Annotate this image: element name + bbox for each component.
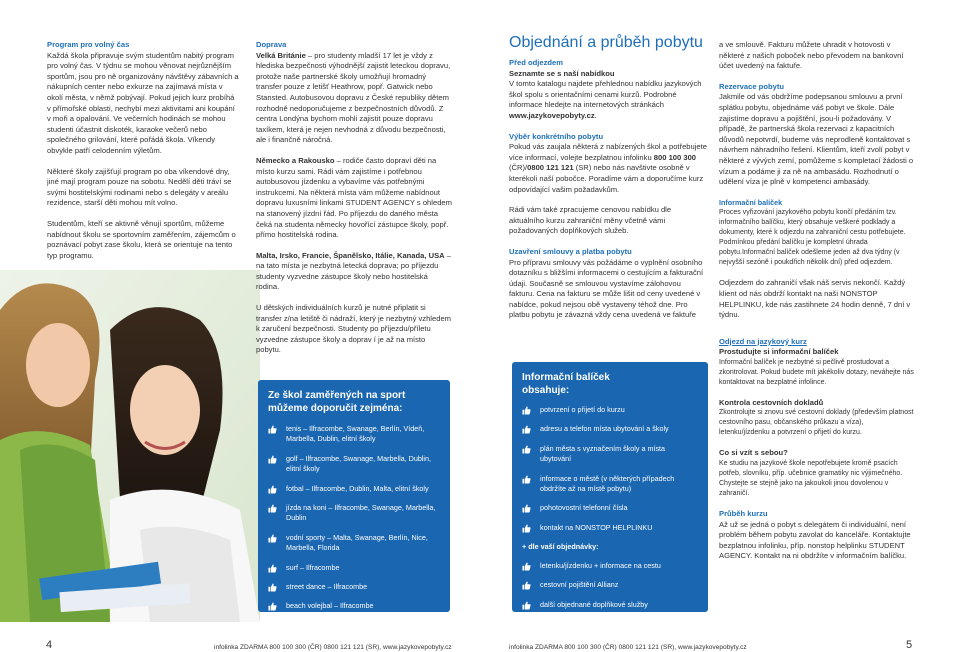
thumbs-up-icon: [522, 581, 531, 590]
selection-text-3: (SR) nebo nás navštivte osobně v kterékoli naší pobočce. Poradíme vám a doporučíme kurz odpovídající vašim požadavkům.: [509, 163, 704, 194]
transport-flight: [256, 251, 452, 293]
course-text: Až už se jedná o pobyt s delegátem či individuální, není problém během pobytu zavolat do kanceláře. Kontaktujte bezplatnou infolinku, příp. nonstop helplinku STUDENT AGENCY. Kontakt na ni obdržíte v informačním balíčku.: [719, 519, 911, 561]
documents-text: Zkontrolujte si znovu své cestovní doklady (především platnost cestovního pasu, občanského průkazu a víza), letenku/jízdenku a potvrzení o přijetí do kurzu.: [719, 409, 914, 437]
info-box-subheading: + dle vaší objednávky:: [522, 542, 599, 552]
info-list-item: [522, 444, 698, 465]
course-heading: Průběh kurzu: [719, 509, 768, 519]
leisure-para-3: Studentům, kteří se aktivně věnují sportům, můžeme nabídnout školu se sportovním zaměřením, zájemcům o poznávací pobyt zase školu, která se orientuje na tento typ programu.: [47, 218, 236, 260]
sport-list-item: [268, 582, 440, 592]
footer-left: infolinka ZDARMA 800 100 300 (ČR) 0800 121 121 (SR), www.jazykovepobyty.cz: [214, 644, 452, 651]
hotline-sk: 0800 121 121: [527, 163, 574, 173]
study-package-heading: Prostudujte si informační balíček: [719, 347, 839, 357]
leisure-column: [47, 40, 240, 271]
info-list-2-item: [522, 561, 698, 571]
offer-text-end: .: [594, 110, 597, 120]
before-departure-heading: Před odjezdem: [509, 58, 564, 67]
sport-box-title: Ze škol zaměřených na sport můžeme doporučit zejména:: [268, 390, 406, 414]
offer-text: [509, 79, 707, 121]
thumbs-up-icon: [522, 406, 531, 415]
thumbs-up-icon: [268, 583, 277, 592]
thumbs-up-icon: [268, 564, 277, 573]
info-list-item: [522, 523, 698, 533]
sport-list-item: [268, 454, 440, 475]
info-box-title: Informační balíček obsahuje:: [522, 372, 610, 396]
study-package-text: Informační balíček je nezbytné si pečlivě prostudovat a zkontrolovat. Pokud budete mít jakékoliv dotazy, neváhejte nás kontaktovat na bezplatné infolince.: [719, 358, 914, 386]
reservation-column: [719, 40, 915, 572]
departure-service-text: Odjezdem do zahraničí však náš servis nekončí. Každý klient od nás obdrží kontakt na naši NONSTOP HELPLINKU, kde nás zastihnete 24 hodin denně, 7 dní v týdnu.: [719, 278, 911, 320]
offer-heading: Seznamte se s naší nabídkou: [509, 68, 615, 78]
reservation-heading: Rezervace pobytu: [719, 81, 784, 91]
order-column: [509, 34, 707, 331]
transport-flight-text: – na tato místa je nezbytná letecká doprava; po příjezdu studenty vyzvedne zástupce školy nebo hostitelská rodina.: [256, 250, 451, 292]
transport-heading: Doprava: [256, 40, 287, 49]
selection-heading: Výběr konkrétního pobytu: [509, 131, 604, 141]
thumbs-up-icon: [522, 504, 531, 513]
selection-text-2: (ČR)/: [509, 163, 528, 173]
sport-list-item: [268, 601, 440, 611]
transport-flight-label: Malta, Irsko, Francie, Španělsko, Itálie, Kanada, USA: [256, 250, 445, 260]
sport-list-item: [268, 484, 440, 494]
sport-list-item-text: beach volejbal – Ilfracombe: [286, 601, 374, 611]
info-list-item: [522, 405, 698, 415]
transport-column: [256, 40, 452, 366]
documents-heading: Kontrola cestovních dokladů: [719, 397, 824, 407]
leisure-heading: Program pro volný čas: [47, 40, 130, 49]
sport-list-item-text: golf – Ilfracombe, Swanage, Marbella, Dublin, elitní školy: [286, 453, 432, 474]
info-list: [522, 405, 698, 533]
thumbs-up-icon: [268, 504, 277, 513]
info-list-item: [522, 474, 698, 495]
sport-list-item-text: fotbal – Ilfracombe, Dublin, Malta, elitní školy: [286, 483, 429, 493]
info-list-2-item: [522, 600, 698, 610]
sport-list: [268, 424, 440, 612]
sport-list-item-text: jízda na koni – Ilfracombe, Swanage, Marbella, Dublin: [286, 503, 436, 523]
thumbs-up-icon: [522, 445, 531, 454]
leisure-para-2: Některé školy zajišťují program po oba víkendové dny, jiné mají program pouze na sobotu. Nedělí děti tráví se svými hostitelskými rodinami nebo s delegáty v areálu rezidence, starší děti mohou mít volno.: [47, 166, 232, 208]
sport-list-item-text: street dance – Ilfracombe: [286, 582, 368, 592]
sport-list-item: [268, 503, 440, 524]
sport-list-item-text: vodní sporty – Malta, Swanage, Berlín, Nice, Marbella, Florida: [286, 532, 428, 553]
info-list-2: [522, 561, 698, 610]
sport-list-item-text: tenis – Ilfracombe, Swanage, Berlín, Vídeň, Marbella, Dublin, elitní školy: [286, 424, 425, 444]
sport-schools-box: [258, 380, 450, 612]
packing-text: Ke studiu na jazykové škole nepotřebujete kromě psacích potřeb, slovníku, příp. učebnice gramatiky nic výjimečného. Chystejte se stejně jako na jakoukoli jinou dovolenou v zahraničí.: [719, 460, 903, 498]
contract-text: Pro přípravu smlouvy vás požádáme o vyplnění osobního dotazníku s bližšími informacemi o cestujícím a fakturační údaji. Současně se smlouvou vystavíme zálohovou fakturu. Cena na fakturu se může lišit od ceny uvedené v nabídce, pokud nejsou obě vystaveny téhož dne. Pro platbu pobytu je závazná vždy cena uvedená ve faktuře: [509, 257, 704, 320]
sport-list-item: [268, 563, 440, 573]
thumbs-up-icon: [522, 475, 531, 484]
thumbs-up-icon: [268, 485, 277, 494]
departure-heading: Odjezd na jazykový kurz: [719, 336, 807, 346]
thumbs-up-icon: [522, 562, 531, 571]
offer-text-body: V tomto katalogu najdete přehlednou nabídku jazykových škol spolu s orientačními cenami kurzů. Podrobné informace hledejte na internetových stránkách: [509, 79, 702, 110]
selection-text: [509, 142, 707, 195]
info-list-item-text: plán města s vyznačením školy a místa ubytování: [540, 443, 666, 464]
packing-heading: Co si vzít s sebou?: [719, 448, 788, 458]
transport-uk-text: – pro studenty mladší 17 let je vždy z hlediska bezpečnosti výhodnější zajistit leteckou dopravu, protože naše partnerské školy umožňují hromadný transfer pouze z letišť Heathrow, popř. Gatwick nebo Stansted. Autobusovou dopravu z České republiky dětem rozhodně nedoporučujeme z bezpečnostních důvodů. Z centra Londýna bychom mohli zajistit pouze dopravu taxíkem, která je nejen nevhodná z důvodu bezpečnosti, ale i finančně náročná.: [256, 50, 451, 145]
reservation-text: Jakmile od vás obdržíme podepsanou smlouvu a první splátku pobytu, objednáme váš pobyt ve škole. Dále zajistíme dopravu a pojištění, jsou-li požadovány. V případě, že partnerská škola rezervaci z kapacitních důvodů nepotvrdí, budeme vás neprodleně kontaktovat s návrhem náhradního řešení. Klientům, kteří zvolí pobyt v některé z vývých zemí, pomůžeme s kompletací žádosti o vízum a podáme ji za ně na ambasádu. Rozhodnutí o udělení víza je plně v kompetenci ambasády.: [719, 92, 914, 187]
info-list-item: [522, 503, 698, 513]
page-number-left: 4: [46, 639, 53, 651]
sport-list-item: [268, 533, 440, 554]
hotline-cz: 800 100 300: [653, 152, 697, 162]
thumbs-up-icon: [522, 524, 531, 533]
website-link[interactable]: www.jazykovepobyty.cz: [509, 110, 595, 120]
info-list-2-item-text: další objednané doplňkové služby: [540, 599, 648, 609]
info-package-text: Proces vyřizování jazykového pobytu končí předáním tzv. informačního balíčku, který obsahuje veškeré podklady a dokumenty, které k odjezdu na zahraniční cestu potřebujete. Podmínkou předání balíčku je kompletní úhrada pobytu.Informační balíček odešleme jeden až dva týdny (v nejvyšší sezóně i poukdřich několik dní) před odjezdem.: [719, 209, 906, 267]
transport-de-at-label: Německo a Rakousko: [256, 155, 335, 165]
info-list-item-text: kontakt na NONSTOP HELPLINKU: [540, 522, 653, 532]
info-list-item-text: potvrzení o přijetí do kurzu: [540, 405, 625, 414]
invoice-text: a ve smlouvě. Fakturu můžete uhradit v hotovosti v některé z našich poboček nebo převodem na bankovní účet uvedený na faktuře.: [719, 40, 904, 71]
transport-de-at-text: – rodiče často dopraví děti na místo kurzu sami. Rádi vám zajistíme i potřebnou autobusovou jízdenku a vybavíme vás potřebnými instrukcemi. Na některá místa vám můžeme nabídnout dopravu luxusními linkami STUDENT AGENCY s ohledem na stanovený jízdní řád. Po příjezdu do daného města čeká na studenta německy hovořící zástupce školy, popř. přímo hostitelská rodina.: [256, 155, 452, 240]
info-list-item-text: pohotovostní telefonní čísla: [540, 503, 628, 513]
footer-right: infolinka ZDARMA 800 100 300 (ČR) 0800 121 121 (SR), www.jazykovepobyty.cz: [509, 644, 747, 651]
info-list-2-item: [522, 580, 698, 590]
quote-text: Rádi vám také zpracujeme cenovou nabídku dle aktuálního kurzu zahraniční měny včetně vámi požadovaných doplňkových služeb.: [509, 205, 672, 236]
page-title: Objednání a průběh pobytu: [509, 34, 703, 51]
sport-list-item: [268, 424, 440, 445]
info-package-box: [512, 362, 708, 612]
contract-heading: Uzavření smlouvy a platba pobytu: [509, 246, 632, 256]
info-list-2-item-text: letenku/jízdenku + informace na cestu: [540, 560, 661, 570]
leisure-para-1: Každá škola připravuje svým studentům nabitý program pro volný čas. V týdnu se mohou věnovat nejrůznějším sportům, jsou pro ně organizovány návštěvy zábavních a nákupních center nebo exkurze na zajímavá místa v okolí města, v němž pobývají. Pokud jejich kurz probíhá v přímořské oblasti, nechybí mezi aktivitami ani koupání v moři a opalování. Ve večerních hodinách se mohou studenti účastnit diskoték, karaoke večerů nebo společného grilování, které pořádá škola. Víkendy obvykle patří celodenním výletům.: [47, 50, 239, 155]
thumbs-up-icon: [268, 425, 277, 434]
thumbs-up-icon: [268, 455, 277, 464]
page-number-right: 5: [906, 639, 913, 651]
students-photo: [0, 270, 260, 622]
selection-text-1: Pokud vás zaujala některá z nabízených škol a potřebujete více informací, volejte bezplatnou infolinku: [509, 142, 707, 162]
transport-individual: U dětských individuálních kurzů je nutné připlatit si transfer z/na letiště či nádraží, který je nezbytný vzhledem k zaručení bezpečnosti. Studenty po příjezdu/příletu vyzvedne zástupce školy a doprav í je až na místo pobytu.: [256, 303, 451, 355]
info-list-item: [522, 424, 698, 434]
transport-uk: [256, 51, 452, 146]
info-list-item-text: adresu a telefon místa ubytování a školy: [540, 424, 669, 434]
info-list-item-text: informace o městě (v některých případech obdržíte až na místě pobytu): [540, 473, 675, 494]
transport-de-at: [256, 156, 452, 241]
thumbs-up-icon: [522, 425, 531, 434]
transport-uk-label: Velká Británie: [256, 50, 306, 60]
info-list-2-item-text: cestovní pojištění Allianz: [540, 580, 619, 590]
thumbs-up-icon: [522, 601, 531, 610]
thumbs-up-icon: [268, 534, 277, 543]
info-package-heading: Informační balíček: [719, 197, 783, 207]
thumbs-up-icon: [268, 602, 277, 611]
sport-list-item-text: surf – Ilfracombe: [286, 562, 340, 572]
